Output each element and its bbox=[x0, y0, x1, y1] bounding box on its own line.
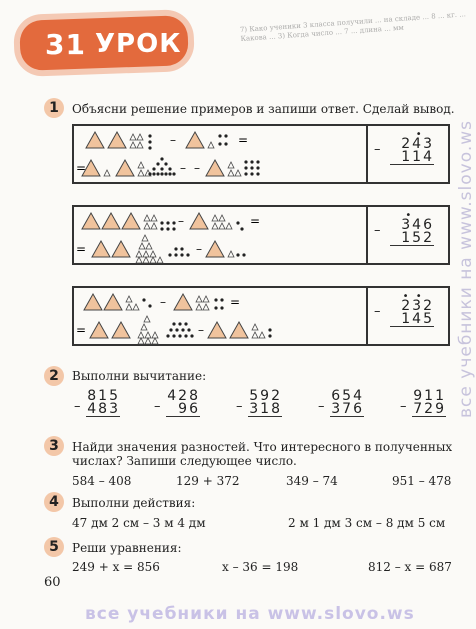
digit: 5 bbox=[423, 311, 434, 327]
lesson-number: 31 bbox=[45, 28, 86, 61]
task-number-4: 4 bbox=[44, 492, 64, 512]
svg-text:–: – bbox=[170, 133, 176, 147]
svg-text:=: = bbox=[76, 161, 87, 175]
example-box-3 bbox=[72, 286, 450, 346]
subtrahend: 318 bbox=[249, 401, 282, 417]
example-box-2 bbox=[72, 205, 450, 265]
bleed-through-text: 7) Како ученики 3 класса получили ... на складе ... 8 ... кг. ... Какова ... 3) Когда число ... 7 ... длина ... мм bbox=[239, 10, 467, 44]
equation: 812 – x = 687 bbox=[368, 560, 452, 574]
digit: 2 bbox=[423, 230, 434, 246]
task3-text-line2: числах? Запиши следующее число. bbox=[72, 454, 297, 468]
digit: 1 bbox=[401, 230, 413, 246]
minuend: 592 bbox=[249, 388, 282, 404]
expression: 129 + 372 bbox=[176, 474, 240, 488]
subtrahend: 729 bbox=[413, 401, 446, 417]
svg-text:–: – bbox=[178, 214, 184, 228]
svg-text:=: = bbox=[230, 295, 241, 309]
digit: 4 bbox=[423, 149, 434, 165]
svg-text:–: – bbox=[160, 295, 166, 309]
svg-text:=: = bbox=[76, 242, 87, 256]
digit: 2 bbox=[401, 136, 413, 152]
digit: 2 bbox=[423, 298, 434, 314]
digit: 3 bbox=[401, 217, 413, 233]
block-model-2 bbox=[78, 209, 368, 265]
minuend: 654 bbox=[331, 388, 364, 404]
subtrahend: 376 bbox=[331, 401, 364, 417]
column-calc-3: • • 232 145 bbox=[390, 294, 434, 339]
digit: 2 bbox=[401, 298, 413, 314]
digit: 4 bbox=[412, 217, 424, 233]
svg-text:–: – bbox=[196, 242, 202, 256]
svg-text:=: = bbox=[238, 133, 249, 147]
digit: 5 bbox=[412, 230, 424, 246]
block-model-3 bbox=[78, 290, 368, 346]
task4-text: Выполни действия: bbox=[72, 496, 196, 510]
svg-text:–: – bbox=[180, 161, 186, 175]
expression: 47 дм 2 см – 3 м 4 дм bbox=[72, 516, 206, 530]
task1-text: Объясни решение примеров и запиши ответ. Сделай вывод. bbox=[72, 102, 455, 116]
task-number-1: 1 bbox=[44, 98, 64, 118]
minuend: 428 bbox=[167, 388, 200, 404]
bottom-watermark: все учебники на www.slovo.ws bbox=[85, 604, 415, 624]
digit: 1 bbox=[412, 149, 424, 165]
expression: 2 м 1 дм 3 см – 8 дм 5 см bbox=[288, 516, 446, 530]
column-calc-1: • 243 114 bbox=[390, 132, 434, 177]
task-number-3: 3 bbox=[44, 436, 64, 456]
task2-text: Выполни вычитание: bbox=[72, 369, 207, 383]
digit: 3 bbox=[423, 136, 434, 152]
box-divider bbox=[366, 288, 368, 344]
equation: 249 + x = 856 bbox=[72, 560, 160, 574]
task-number-5: 5 bbox=[44, 537, 64, 557]
lesson-word: УРОК bbox=[95, 29, 182, 59]
digit: 1 bbox=[401, 149, 413, 165]
example-box-1 bbox=[72, 124, 450, 184]
expression: 349 – 74 bbox=[286, 474, 338, 488]
digit: 1 bbox=[401, 311, 413, 327]
svg-text:=: = bbox=[250, 214, 261, 228]
task5-text: Реши уравнения: bbox=[72, 541, 182, 555]
column-calc-2: • 346 152 bbox=[390, 213, 434, 258]
minus-sign: – bbox=[374, 142, 381, 157]
task3-text-line1: Найди значения разностей. Что интересного в полученных bbox=[72, 440, 453, 454]
svg-text:–: – bbox=[194, 161, 200, 175]
box-divider bbox=[366, 126, 368, 182]
minuend: 815 bbox=[87, 388, 120, 404]
digit: 3 bbox=[412, 298, 424, 314]
expression: 584 – 408 bbox=[72, 474, 132, 488]
digit: 4 bbox=[412, 136, 424, 152]
svg-text:=: = bbox=[76, 323, 87, 337]
subtrahend: 483 bbox=[87, 401, 120, 417]
task-number-2: 2 bbox=[44, 366, 64, 386]
block-model-1 bbox=[78, 128, 368, 184]
box-divider bbox=[366, 207, 368, 263]
minus-sign: – bbox=[374, 304, 381, 319]
digit: 4 bbox=[412, 311, 424, 327]
minuend: 911 bbox=[413, 388, 446, 404]
expression: 951 – 478 bbox=[392, 474, 452, 488]
equation: x – 36 = 198 bbox=[222, 560, 299, 574]
digit: 6 bbox=[423, 217, 434, 233]
page-number: 60 bbox=[44, 575, 61, 590]
svg-text:–: – bbox=[198, 323, 204, 337]
minus-sign: – bbox=[374, 223, 381, 238]
subtrahend: 96 bbox=[178, 401, 200, 417]
side-watermark: все учебники на www.slovo.ws bbox=[456, 120, 476, 418]
